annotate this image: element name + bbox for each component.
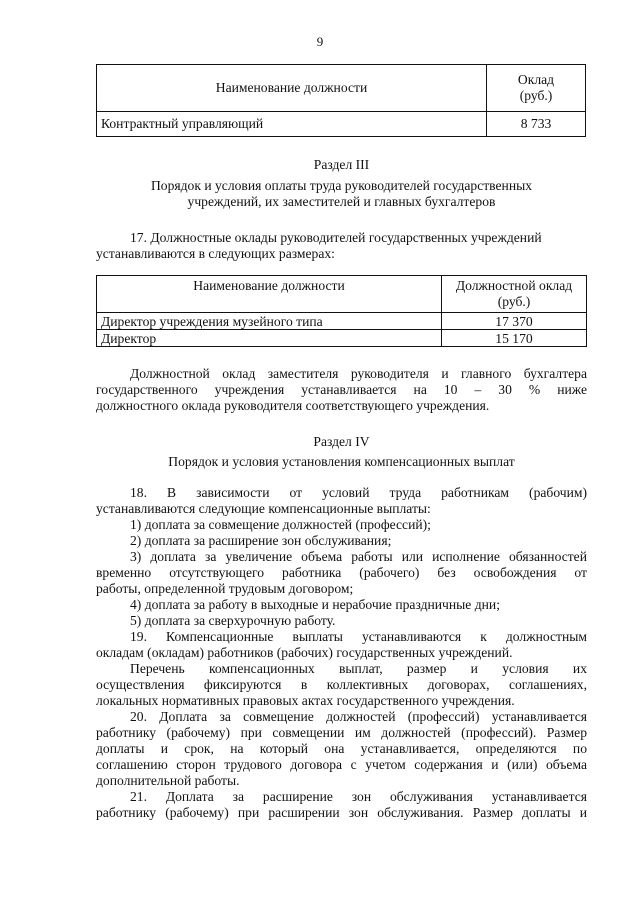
section-4-subtitle: Порядок и условия установления компенсационных выплат bbox=[168, 454, 515, 469]
header-salary-label: Оклад bbox=[517, 72, 555, 87]
paragraph-line: Перечень компенсационных выплат, размер и условия их bbox=[130, 661, 587, 676]
header-salary bbox=[442, 276, 587, 313]
paragraph-line: 4) доплата за работу в выходные и нерабочие праздничные дни; bbox=[130, 597, 500, 612]
section-4-heading bbox=[96, 434, 587, 470]
paragraph-line: соглашению сторон трудового договора с учетом содержания и (или) объема bbox=[96, 757, 587, 772]
section-3-subtitle-line-2: учреждений, их заместителей и главных бухгалтеров bbox=[187, 194, 496, 209]
paragraph-line: 20. Доплата за совмещение должностей (профессий) устанавливается bbox=[130, 709, 587, 724]
section-3-subtitle-line-1: Порядок и условия оплаты труда руководителей государственных bbox=[150, 178, 533, 193]
cell-position: Контрактный управляющий bbox=[97, 112, 487, 137]
cell-salary: 15 170 bbox=[442, 330, 587, 347]
page-number: 9 bbox=[316, 34, 324, 49]
paragraph-line: доплаты и срок, на который она устанавливается, определяются по bbox=[96, 741, 587, 756]
header-salary-label: Должностной оклад bbox=[455, 278, 573, 293]
paragraph-line: 3) доплата за увеличение объема работы или исполнение обязанностей bbox=[130, 549, 587, 564]
salary-table-contract-manager bbox=[96, 64, 586, 137]
paragraph-line: дополнительной работы. bbox=[96, 773, 240, 788]
header-position-name: Наименование должности bbox=[97, 276, 442, 313]
paragraph-line: должностного оклада руководителя соответствующего учреждения. bbox=[96, 398, 490, 413]
table-header-row bbox=[97, 65, 586, 112]
header-salary bbox=[487, 65, 586, 112]
table-row bbox=[97, 330, 587, 347]
cell-position: Директор учреждения музейного типа bbox=[97, 313, 442, 330]
cell-salary: 17 370 bbox=[442, 313, 587, 330]
paragraph-line: Должностной оклад заместителя руководителя и главного бухгалтера bbox=[130, 366, 587, 381]
paragraph-line: 1) доплата за совмещение должностей (профессий); bbox=[130, 517, 431, 532]
table-header-row bbox=[97, 276, 587, 313]
cell-salary: 8 733 bbox=[487, 112, 586, 137]
paragraph-line: 2) доплата за расширение зон обслуживания; bbox=[130, 533, 392, 548]
paragraph-17 bbox=[96, 230, 587, 262]
paragraph-deputy-salary bbox=[96, 366, 587, 414]
section-3-title: Раздел III bbox=[313, 157, 370, 172]
paragraph-line: 18. В зависимости от условий труда работникам (рабочим) bbox=[130, 485, 587, 500]
table-row bbox=[97, 112, 586, 137]
paragraph-line: работнику (рабочему) при совмещении им должностей (профессий). Размер bbox=[96, 725, 587, 740]
paragraph-line: 19. Компенсационные выплаты устанавливаются к должностным bbox=[130, 629, 587, 644]
paragraph-line: государственного учреждения устанавливается на 10 – 30 % ниже bbox=[96, 382, 587, 397]
section-4-body bbox=[96, 485, 587, 821]
paragraph-line: 5) доплата за сверхурочную работу. bbox=[130, 613, 336, 628]
section-4-title: Раздел IV bbox=[313, 434, 370, 449]
paragraph-line: работнику (рабочему) при расширении зон обслуживания. Размер доплаты и bbox=[96, 805, 587, 820]
paragraph-line: устанавливаются следующие компенсационные выплаты: bbox=[96, 501, 431, 516]
header-salary-unit: (руб.) bbox=[519, 88, 553, 103]
cell-position: Директор bbox=[97, 330, 442, 347]
section-3-heading bbox=[96, 157, 587, 210]
paragraph-line: осуществления фиксируются в коллективных договорах, соглашениях, bbox=[96, 677, 587, 692]
header-salary-unit: (руб.) bbox=[497, 294, 531, 309]
paragraph-line: 17. Должностные оклады руководителей государственных учреждений bbox=[130, 230, 542, 245]
paragraph-line: временно отсутствующего работника (рабочего) без освобождения от bbox=[96, 565, 587, 580]
paragraph-line: 21. Доплата за расширение зон обслуживания устанавливается bbox=[130, 789, 587, 804]
salary-table-directors bbox=[96, 275, 587, 347]
paragraph-line: локальных нормативных правовых актах государственного учреждения. bbox=[96, 693, 515, 708]
table-row bbox=[97, 313, 587, 330]
paragraph-line: устанавливаются в следующих размерах: bbox=[96, 246, 335, 261]
paragraph-line: окладам (окладам) работников (рабочих) государственных учреждений. bbox=[96, 645, 513, 660]
header-position-name: Наименование должности bbox=[97, 65, 487, 112]
paragraph-line: работы, определенной трудовым договором; bbox=[96, 581, 354, 596]
